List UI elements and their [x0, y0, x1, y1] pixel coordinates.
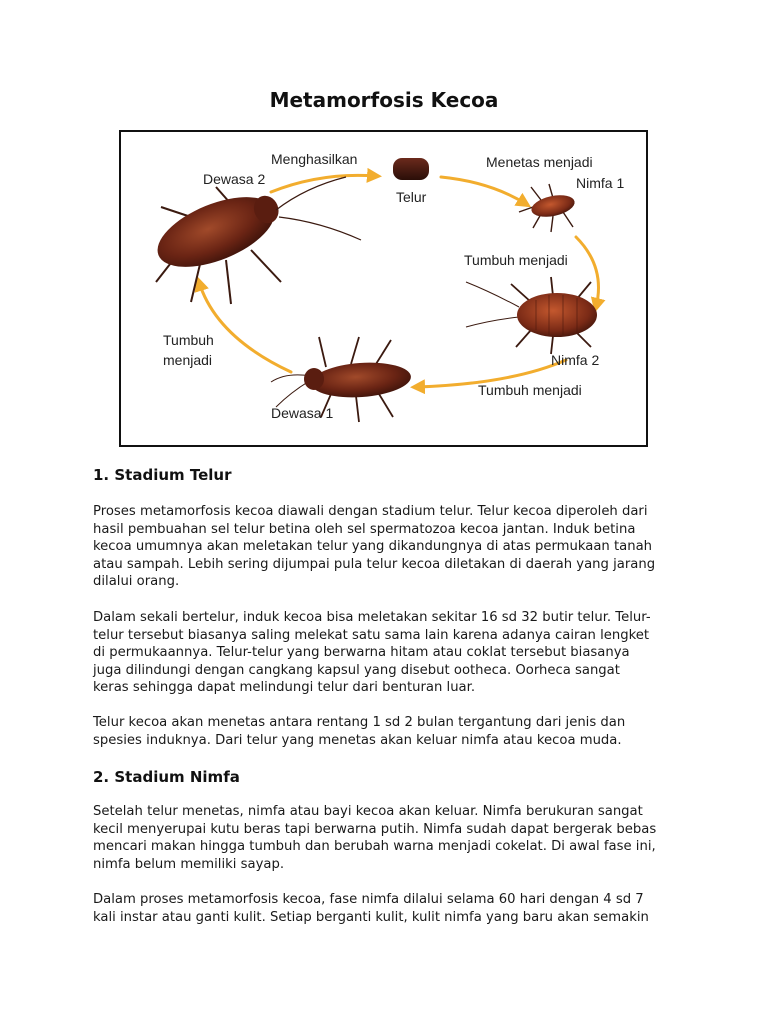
egg-capsule — [393, 158, 429, 180]
label-dewasa-2: Dewasa 2 — [203, 171, 266, 187]
label-telur: Telur — [396, 189, 427, 205]
text-line: nimfa belum memiliki sayap. — [93, 856, 285, 872]
adult-2-cockroach — [148, 177, 361, 304]
text-line: Setelah telur menetas, nimfa atau bayi kecoa akan keluar. Nimfa berukuran sangat — [93, 804, 643, 819]
section-heading-nimfa: 2. Stadium Nimfa — [93, 768, 240, 786]
label-nimfa-2: Nimfa 2 — [551, 352, 600, 368]
text-line: di permukaannya. Telur-telur yang berwarna hitam atau coklat tersebut biasanya — [93, 645, 630, 661]
label-menetas-menjadi: Menetas menjadi — [486, 154, 593, 170]
text-line: spesies induknya. Dari telur yang menetas akan keluar nimfa atau kecoa muda. — [93, 732, 622, 748]
paragraph — [93, 609, 693, 697]
text-line: mencari makan hingga tumbuh dan berubah warna menjadi cokelat. Di awal fase ini, — [93, 839, 656, 855]
text-line: telur tersebut biasanya saling melekat satu sama lain karena adanya cairan lengket — [93, 627, 650, 643]
lifecycle-diagram — [119, 130, 648, 447]
text-line: Proses metamorfosis kecoa diawali dengan stadium telur. Telur kecoa diperoleh dari — [93, 504, 648, 519]
paragraph — [93, 891, 693, 926]
paragraph — [93, 803, 693, 873]
text-line: atau sampah. Lebih sering dijumpai pula telur kecoa diletakan di daerah yang jarang — [93, 556, 656, 572]
paragraph — [93, 503, 693, 591]
nymph-1-cockroach — [519, 184, 577, 232]
paragraph — [93, 714, 693, 749]
label-dewasa-1: Dewasa 1 — [271, 405, 334, 421]
label-nimfa-1: Nimfa 1 — [576, 175, 625, 191]
text-line: kali instar atau ganti kulit. Setiap berganti kulit, kulit nimfa yang baru akan semakin — [93, 909, 649, 925]
text-line: Dalam proses metamorfosis kecoa, fase nimfa dilalui selama 60 hari dengan 4 sd 7 — [93, 892, 644, 907]
text-line: keras sehingga dapat melindungi telur dari benturan luar. — [93, 680, 476, 696]
text-line: hasil pembuahan sel telur betina oleh sel spermatozoa kecoa jantan. Induk betina — [93, 521, 636, 537]
text-line: dilalui orang. — [93, 574, 180, 590]
text-line: Telur kecoa akan menetas antara rentang 1 sd 2 bulan tergantung dari jenis dan — [93, 715, 626, 730]
label-menghasilkan: Menghasilkan — [271, 151, 358, 167]
nymph-2-cockroach — [466, 277, 597, 354]
text-line: Dalam sekali bertelur, induk kecoa bisa meletakan sekitar 16 sd 32 butir telur. Telur- — [93, 610, 651, 625]
label-tumbuh-menjadi-bottom: Tumbuh menjadi — [478, 382, 582, 398]
section-heading-telur: 1. Stadium Telur — [93, 466, 232, 484]
label-menjadi-left: menjadi — [163, 352, 213, 368]
label-tumbuh-menjadi-right: Tumbuh menjadi — [464, 252, 568, 268]
text-line: juga dilindungi dengan cangkang kapsul yang disebut ootheca. Oorheca sangat — [93, 662, 620, 678]
label-tumbuh-left: Tumbuh — [163, 332, 214, 348]
page-title: Metamorfosis Kecoa — [269, 88, 499, 112]
text-line: kecoa umumnya akan meletakan telur yang dikandungnya di atas permukaan tanah — [93, 539, 653, 555]
text-line: kecil menyerupai kutu beras tapi berwarna putih. Nimfa sudah dapat bergerak bebas — [93, 821, 657, 837]
